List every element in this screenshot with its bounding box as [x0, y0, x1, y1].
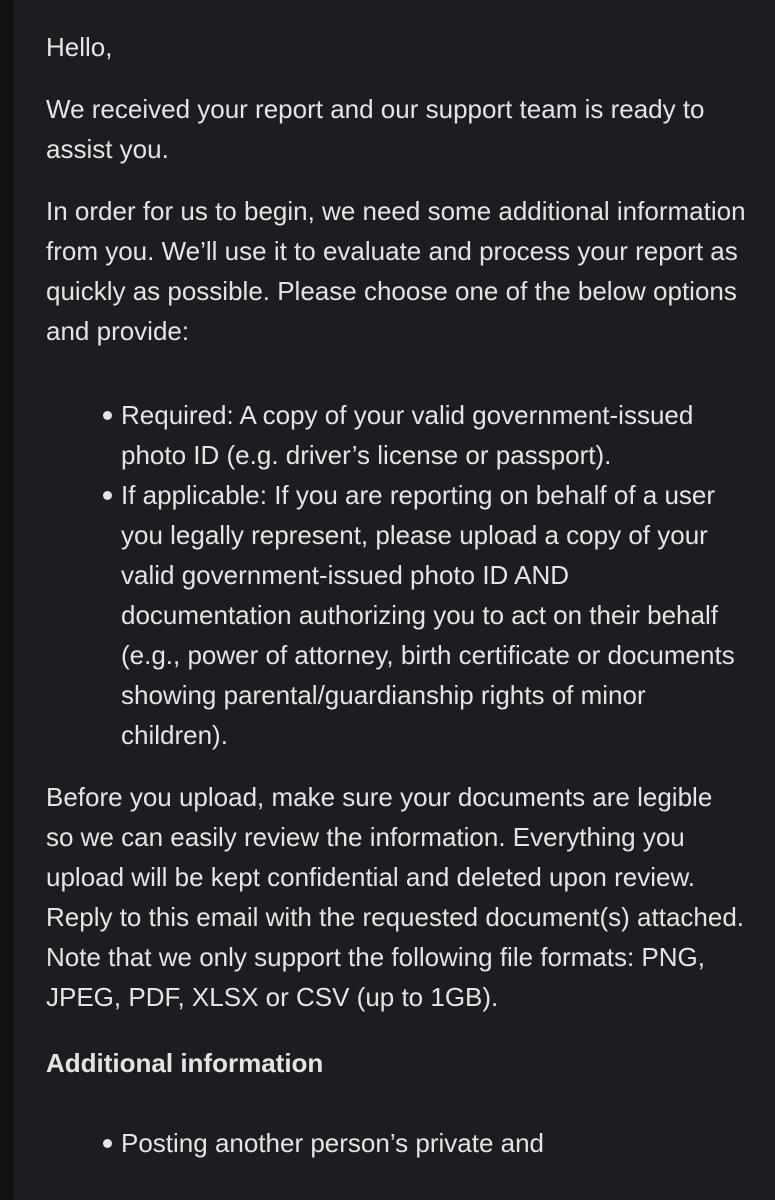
- paragraph-additional-info-request: In order for us to begin, we need some additional information from you. We’ll use it to evaluate and process your report as quickly as possible. Please choose one of the below options and provide:: [46, 196, 746, 346]
- option-if-applicable-text: If applicable: If you are reporting on behalf of a user you legally represent, please upload a copy of your valid government-issued photo ID AND documentation authorizing you to act on their behalf (e.g., power of attorney, birth certificate or documents showing parental/guardianship rights of minor children).: [121, 480, 735, 750]
- list-item: [46, 475, 746, 755]
- additional-info-item-text: Posting another person’s private and: [121, 1128, 545, 1158]
- email-panel: [14, 0, 775, 1200]
- paragraph-report-received: We received your report and our support team is ready to assist you.: [46, 94, 705, 164]
- additional-information-heading: Additional information: [46, 1048, 324, 1078]
- list-item: [46, 395, 746, 475]
- option-required-text: Required: A copy of your valid government-issued photo ID (e.g. driver’s license or passport).: [121, 400, 694, 470]
- email-greeting: Hello,: [46, 32, 113, 62]
- bullet-icon: [103, 1139, 112, 1148]
- bullet-icon: [103, 491, 112, 500]
- additional-info-list: [46, 1123, 746, 1163]
- bullet-icon: [103, 411, 112, 420]
- list-item: [46, 1123, 746, 1163]
- email-body: [46, 27, 746, 1185]
- options-list: [46, 395, 746, 755]
- paragraph-upload-instructions: Before you upload, make sure your documents are legible so we can easily review the information. Everything you upload will be kept confidential and deleted upon review. Reply to this email with the requested document(s) attached. Note that we only support the following file formats: PNG, JPEG, PDF, XLSX or CSV (up to 1GB).: [46, 782, 745, 1012]
